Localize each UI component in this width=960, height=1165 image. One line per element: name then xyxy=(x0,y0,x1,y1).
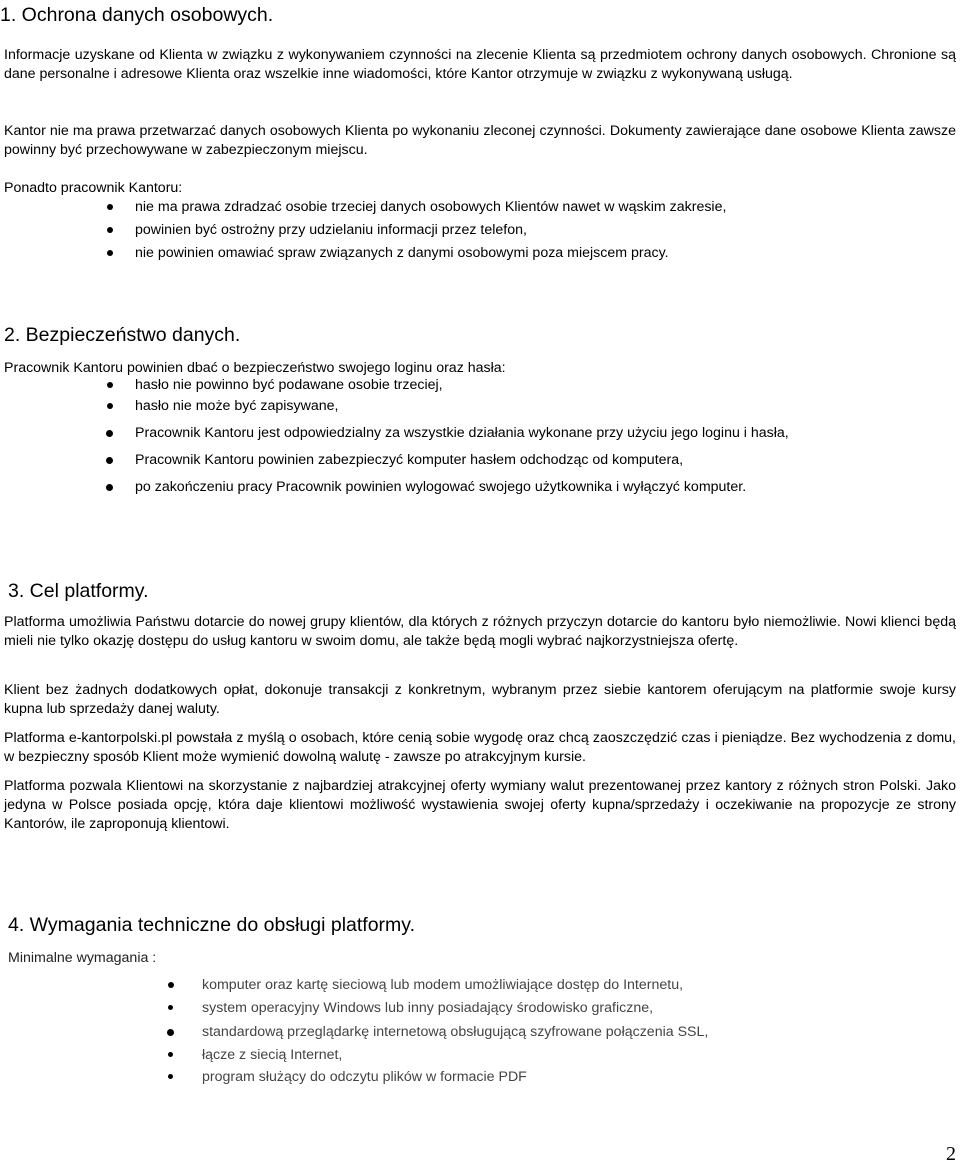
bullet-icon xyxy=(168,982,174,988)
list-item: po zakończeniu pracy Pracownik powinien wylogować swojego użytkownika i wyłączyć komputer. xyxy=(0,478,960,505)
section-4-intro: Minimalne wymagania : xyxy=(8,950,157,966)
list-item: system operacyjny Windows lub inny posiadający środowisko graficzne, xyxy=(0,999,960,1022)
bullet-icon xyxy=(106,484,113,491)
bullet-icon xyxy=(107,403,113,409)
list-item: program służący do odczytu plików w formacie PDF xyxy=(0,1068,960,1090)
section-1-intro: Ponadto pracownik Kantoru: xyxy=(4,180,183,196)
list-item: standardową przeglądarkę internetową obsługującą szyfrowane połączenia SSL, xyxy=(0,1023,960,1046)
page-number: 2 xyxy=(946,1143,956,1165)
section-3-paragraph-3: Platforma e-kantorpolski.pl powstała z myślą o osobach, które cenią sobie wygodę oraz chcą zaoszczędzić czas i pieniądze. Bez wychodzenia z domu, w bezpieczny sposób Klient może wymienić dowolną walutę - zawsze po atrakcyjnym kursie. xyxy=(4,730,956,765)
bullet-icon xyxy=(106,430,113,437)
bullet-icon xyxy=(106,457,113,464)
section-2-list xyxy=(0,376,960,505)
section-1-paragraph-1: Informacje uzyskane od Klienta w związku z wykonywaniem czynności na zlecenie Klienta są przedmiotem ochrony danych osobowych. Chronione są dane personalne i adresowe Klienta oraz wszelkie inne wiadomości, które Kantor otrzymuje w związku z wykonywaną usługą. xyxy=(4,47,956,82)
bullet-icon xyxy=(167,1029,174,1036)
list-item: Pracownik Kantoru jest odpowiedzialny za wszystkie działania wykonane przy użyciu jego loginu i hasła, xyxy=(0,424,960,451)
section-2-intro: Pracownik Kantoru powinien dbać o bezpieczeństwo swojego loginu oraz hasła: xyxy=(4,360,506,376)
bullet-icon xyxy=(107,250,113,256)
list-item: hasło nie może być zapisywane, xyxy=(0,397,960,424)
list-item: nie ma prawa zdradzać osobie trzeciej danych osobowych Klientów nawet w wąskim zakresie, xyxy=(0,198,960,221)
section-4-heading: 4. Wymagania techniczne do obsługi platformy. xyxy=(8,914,416,936)
list-item: Pracownik Kantoru powinien zabezpieczyć komputer hasłem odchodząc od komputera, xyxy=(0,451,960,478)
list-item: nie powinien omawiać spraw związanych z danymi osobowymi poza miejscem pracy. xyxy=(0,244,960,267)
section-3-paragraph-2: Klient bez żadnych dodatkowych opłat, dokonuje transakcji z konkretnym, wybranym przez siebie kantorem oferującym na platformie swoje kursy kupna lub sprzedaży danej waluty. xyxy=(4,682,956,717)
section-3-paragraph-1: Platforma umożliwia Państwu dotarcie do nowej grupy klientów, dla których z różnych przyczyn dotarcie do kantoru było niemożliwie. Nowi klienci będą mieli nie tylko okazję dostępu do usług kantoru w swoim domu, ale także będą mogli wybrać najkorzystniejsza ofertę. xyxy=(4,614,956,649)
section-3-paragraph-4: Platforma pozwala Klientowi na skorzystanie z najbardziej atrakcyjnej oferty wymiany walut prezentowanej przez kantory z różnych stron Polski. Jako jedyna w Polsce posiada opcję, która daje klientowi możliwość wystawienia swojej oferty kupna/sprzedaży i oczekiwanie na propozycje ze strony Kantorów, ile zaproponują klientowi. xyxy=(4,778,956,832)
bullet-icon xyxy=(107,204,113,210)
list-item: powinien być ostrożny przy udzielaniu informacji przez telefon, xyxy=(0,221,960,244)
section-1-paragraph-2: Kantor nie ma prawa przetwarzać danych osobowych Klienta po wykonaniu zleconej czynności. Dokumenty zawierające dane osobowe Klienta zawsze powinny być przechowywane w zabezpieczonym miejscu. xyxy=(4,123,956,158)
list-item: hasło nie powinno być podawane osobie trzeciej, xyxy=(0,376,960,397)
bullet-icon xyxy=(107,227,113,233)
section-4-list xyxy=(0,976,960,1090)
bullet-icon xyxy=(107,382,113,388)
section-3-heading: 3. Cel platformy. xyxy=(8,580,149,602)
bullet-icon xyxy=(168,1074,173,1079)
bullet-icon xyxy=(168,1052,173,1057)
list-item: komputer oraz kartę sieciową lub modem umożliwiające dostęp do Internetu, xyxy=(0,976,960,999)
bullet-icon xyxy=(168,1005,173,1010)
section-2-heading: 2. Bezpieczeństwo danych. xyxy=(4,324,241,346)
section-1-list xyxy=(0,198,960,267)
list-item: łącze z siecią Internet, xyxy=(0,1046,960,1068)
section-1-heading: 1. Ochrona danych osobowych. xyxy=(0,4,274,26)
